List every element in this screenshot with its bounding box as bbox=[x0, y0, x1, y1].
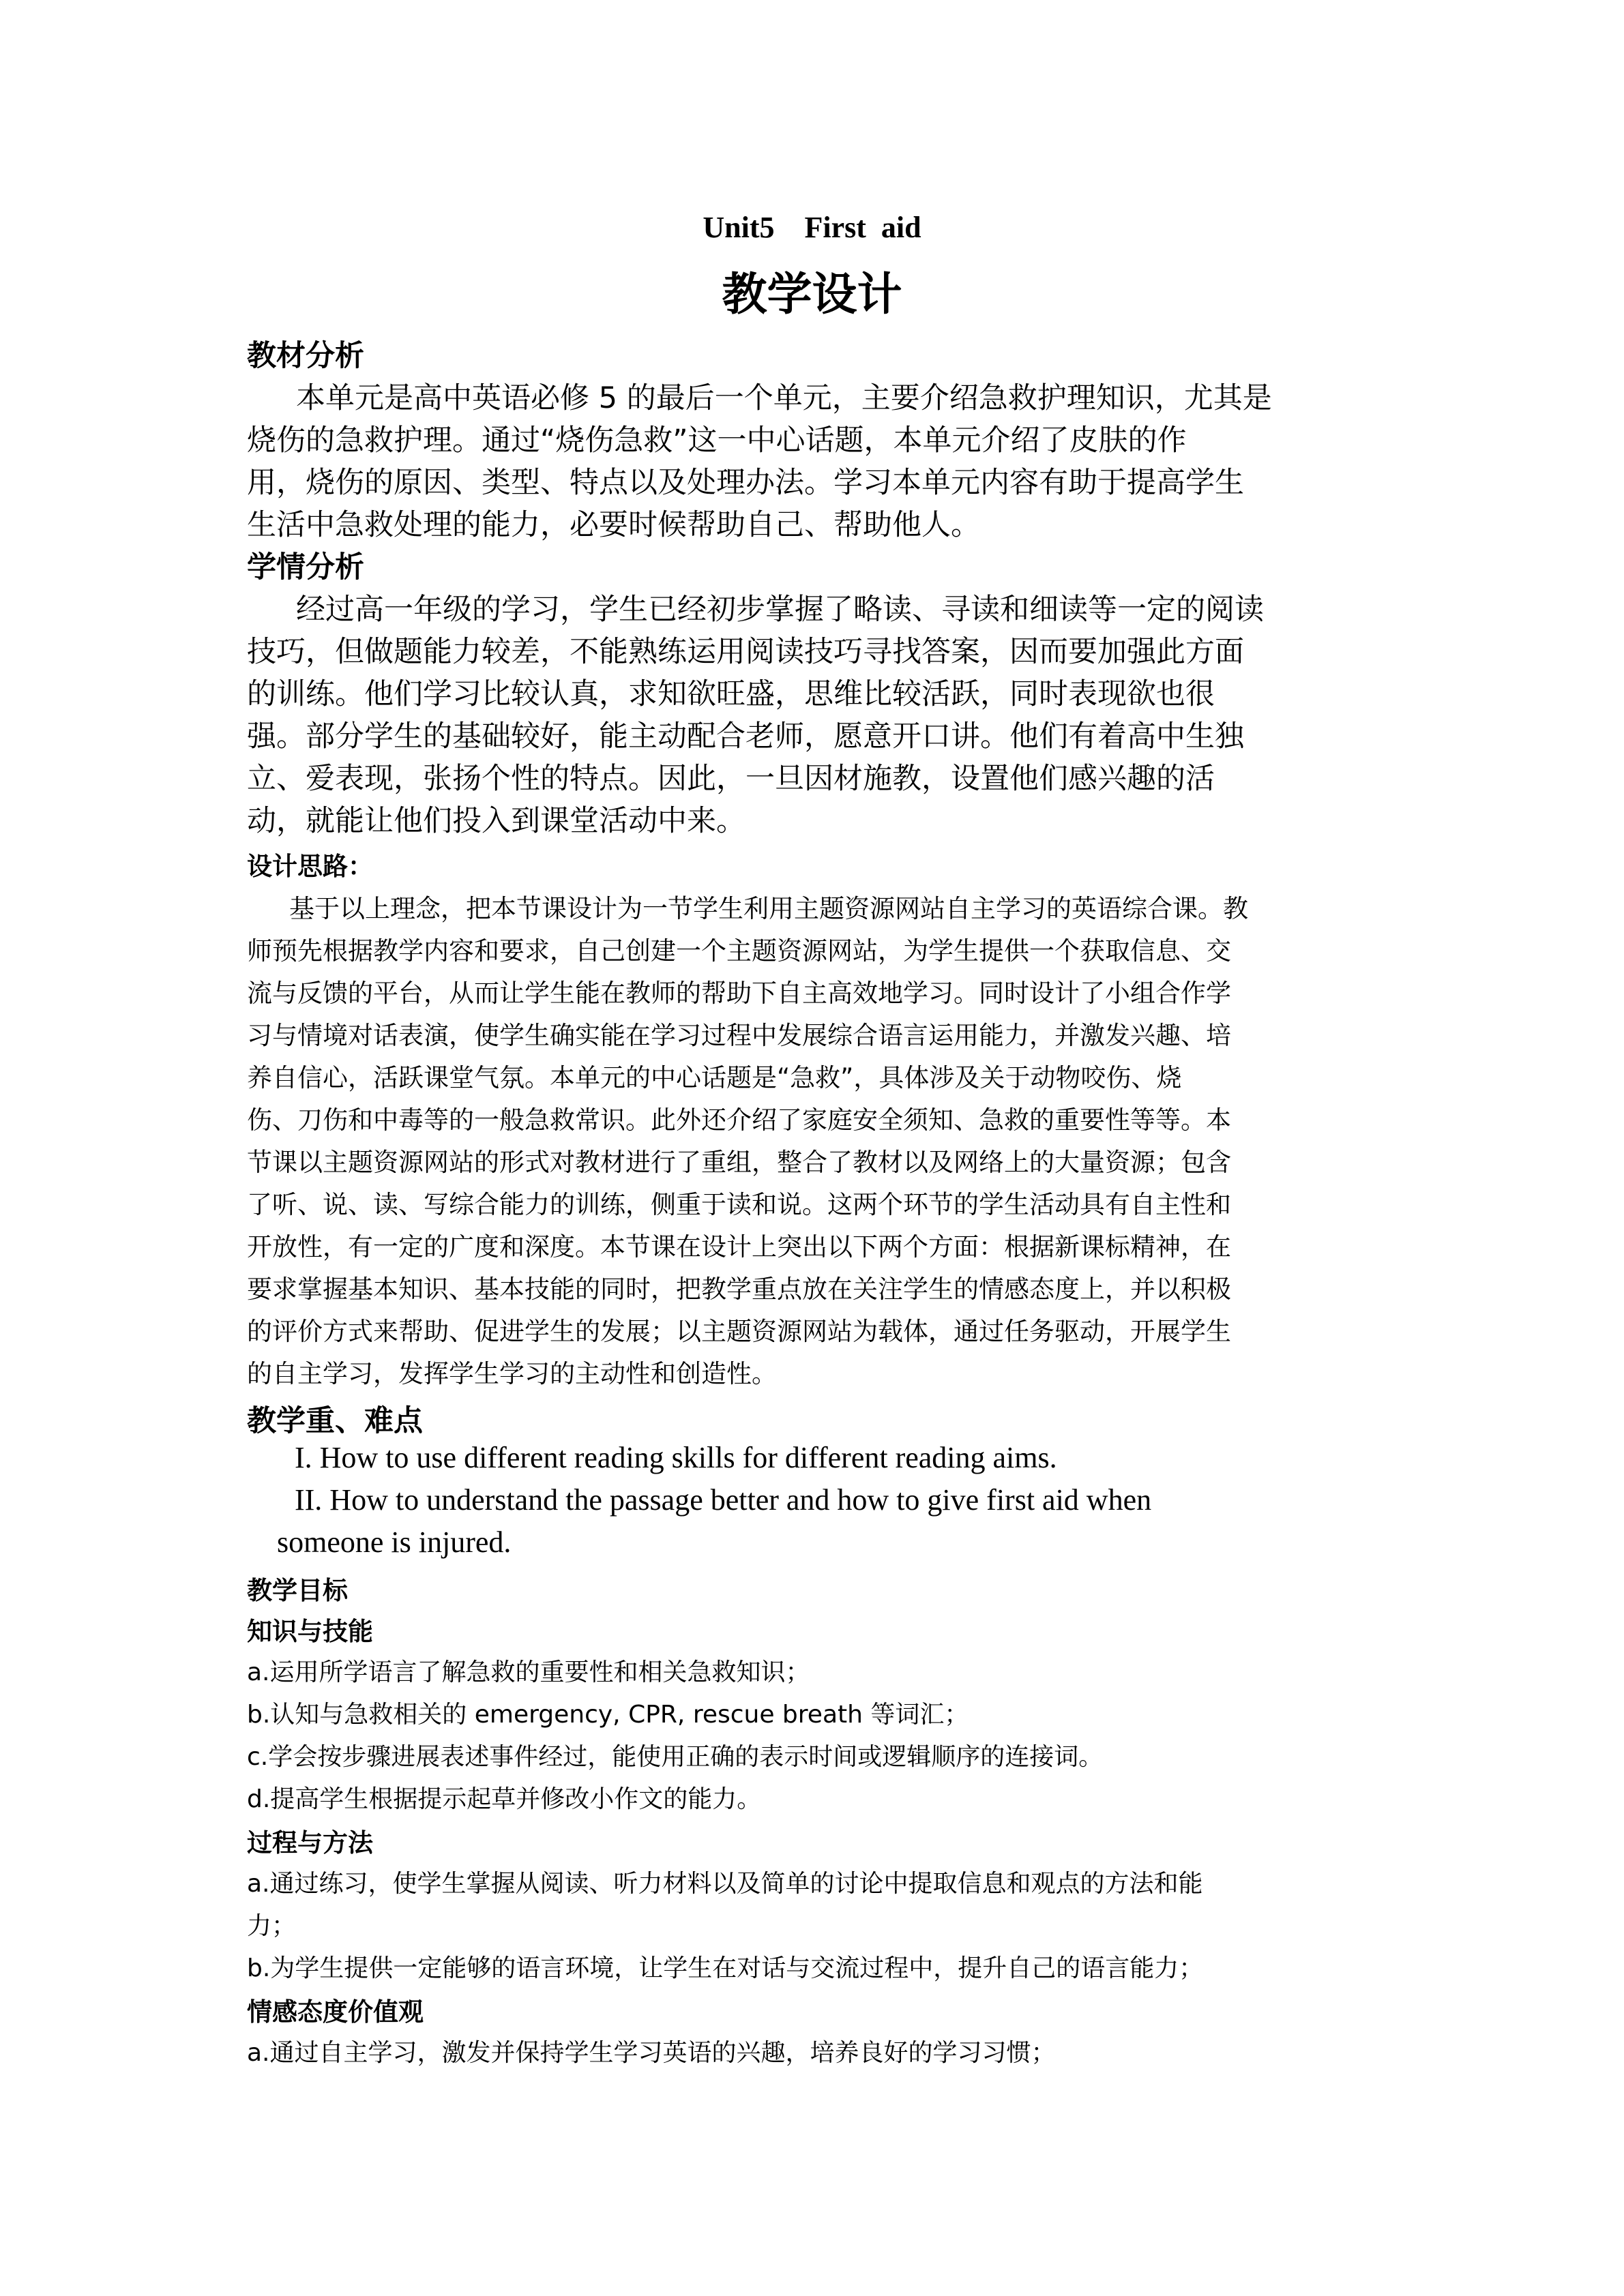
paragraph-line: 节课以主题资源网站的形式对教材进行了重组，整合了教材以及网络上的大量资源；包含 bbox=[247, 1148, 1231, 1177]
section-heading-material: 教材分析 bbox=[247, 339, 364, 373]
section-heading-students: 学情分析 bbox=[247, 550, 364, 584]
objective-item: 力； bbox=[247, 1912, 297, 1940]
paragraph-line: 基于以上理念，把本节课设计为一节学生利用主题资源网站自主学习的英语综合课。教 bbox=[289, 894, 1248, 923]
paragraph-line: 养自信心，活跃课堂气氛。本单元的中心话题是“急救”，具体涉及关于动物咬伤、烧 bbox=[247, 1063, 1182, 1092]
section-heading-design: 设计思路： bbox=[247, 852, 373, 881]
paragraph-line: 生活中急救处理的能力，必要时候帮助自己、帮助他人。 bbox=[247, 508, 980, 542]
key-point-line: I. How to use different reading skills for different reading aims. bbox=[295, 1441, 1057, 1474]
paragraph-line: 流与反馈的平台，从而让学生能在教师的帮助下自主高效地学习。同时设计了小组合作学 bbox=[247, 979, 1231, 1008]
paragraph-line: 用，烧伤的原因、类型、特点以及处理办法。学习本单元内容有助于提高学生 bbox=[247, 466, 1244, 500]
paragraph-line: 强。部分学生的基础较好，能主动配合老师，愿意开口讲。他们有着高中生独 bbox=[247, 719, 1244, 754]
paragraph-line: 了听、说、读、写综合能力的训练，侧重于读和说。这两个环节的学生活动具有自主性和 bbox=[247, 1190, 1231, 1219]
section-heading-key-points: 教学重、难点 bbox=[247, 1404, 423, 1438]
key-point-line: II. How to understand the passage better and how to give first aid when bbox=[295, 1483, 1152, 1517]
objective-item: c.学会按步骤进展表述事件经过，能使用正确的表示时间或逻辑顺序的连接词。 bbox=[247, 1743, 1104, 1771]
paragraph-line: 烧伤的急救护理。通过“烧伤急救”这一中心话题，本单元介绍了皮肤的作 bbox=[247, 423, 1187, 458]
paragraph-line: 伤、刀伤和中毒等的一般急救常识。此外还介绍了家庭安全须知、急救的重要性等等。本 bbox=[247, 1105, 1231, 1135]
paragraph-line: 动，就能让他们投入到课堂活动中来。 bbox=[247, 804, 745, 838]
document-title-zh: 教学设计 bbox=[722, 268, 902, 320]
paragraph-line: 开放性，有一定的广度和深度。本节课在设计上突出以下两个方面：根据新课标精神，在 bbox=[247, 1232, 1231, 1262]
subheading-process: 过程与方法 bbox=[247, 1828, 373, 1858]
objective-item: b.认知与急救相关的 emergency, CPR, rescue breath 等词汇； bbox=[247, 1701, 969, 1729]
paragraph-line: 的自主学习，发挥学生学习的主动性和创造性。 bbox=[247, 1359, 777, 1388]
objective-item: a.通过自主学习，激发并保持学生学习英语的兴趣，培养良好的学习习惯； bbox=[247, 2039, 1056, 2067]
subheading-attitude: 情感态度价值观 bbox=[247, 1997, 424, 2027]
paragraph-line: 要求掌握基本知识、基本技能的同时，把教学重点放在关注学生的情感态度上，并以积极 bbox=[247, 1274, 1231, 1304]
objective-item: d.提高学生根据提示起草并修改小作文的能力。 bbox=[247, 1785, 762, 1813]
paragraph-line: 技巧，但做题能力较差，不能熟练运用阅读技巧寻找答案，因而要加强此方面 bbox=[247, 635, 1244, 669]
paragraph-line: 立、爱表现，张扬个性的特点。因此，一旦因材施教，设置他们感兴趣的活 bbox=[247, 762, 1215, 796]
paragraph-line: 经过高一年级的学习，学生已经初步掌握了略读、寻读和细读等一定的阅读 bbox=[296, 593, 1264, 627]
subheading-knowledge: 知识与技能 bbox=[247, 1617, 373, 1646]
document-title-en: Unit5 First aid bbox=[703, 211, 921, 244]
objective-item: a.运用所学语言了解急救的重要性和相关急救知识； bbox=[247, 1658, 810, 1686]
key-point-line: someone is injured. bbox=[277, 1525, 512, 1559]
objective-item: a.通过练习，使学生掌握从阅读、听力材料以及简单的讨论中提取信息和观点的方法和能 bbox=[247, 1870, 1203, 1898]
paragraph-line: 的训练。他们学习比较认真，求知欲旺盛，思维比较活跃，同时表现欲也很 bbox=[247, 677, 1215, 711]
paragraph-line: 本单元是高中英语必修 5 的最后一个单元，主要介绍急救护理知识，尤其是 bbox=[296, 381, 1272, 415]
paragraph-line: 习与情境对话表演，使学生确实能在学习过程中发展综合语言运用能力，并激发兴趣、培 bbox=[247, 1021, 1231, 1050]
paragraph-line: 的评价方式来帮助、促进学生的发展；以主题资源网站为载体，通过任务驱动，开展学生 bbox=[247, 1317, 1231, 1346]
paragraph-line: 师预先根据教学内容和要求，自己创建一个主题资源网站，为学生提供一个获取信息、交 bbox=[247, 936, 1231, 966]
section-heading-objectives: 教学目标 bbox=[247, 1576, 348, 1605]
objective-item: b.为学生提供一定能够的语言环境，让学生在对话与交流过程中，提升自己的语言能力； bbox=[247, 1954, 1204, 1982]
